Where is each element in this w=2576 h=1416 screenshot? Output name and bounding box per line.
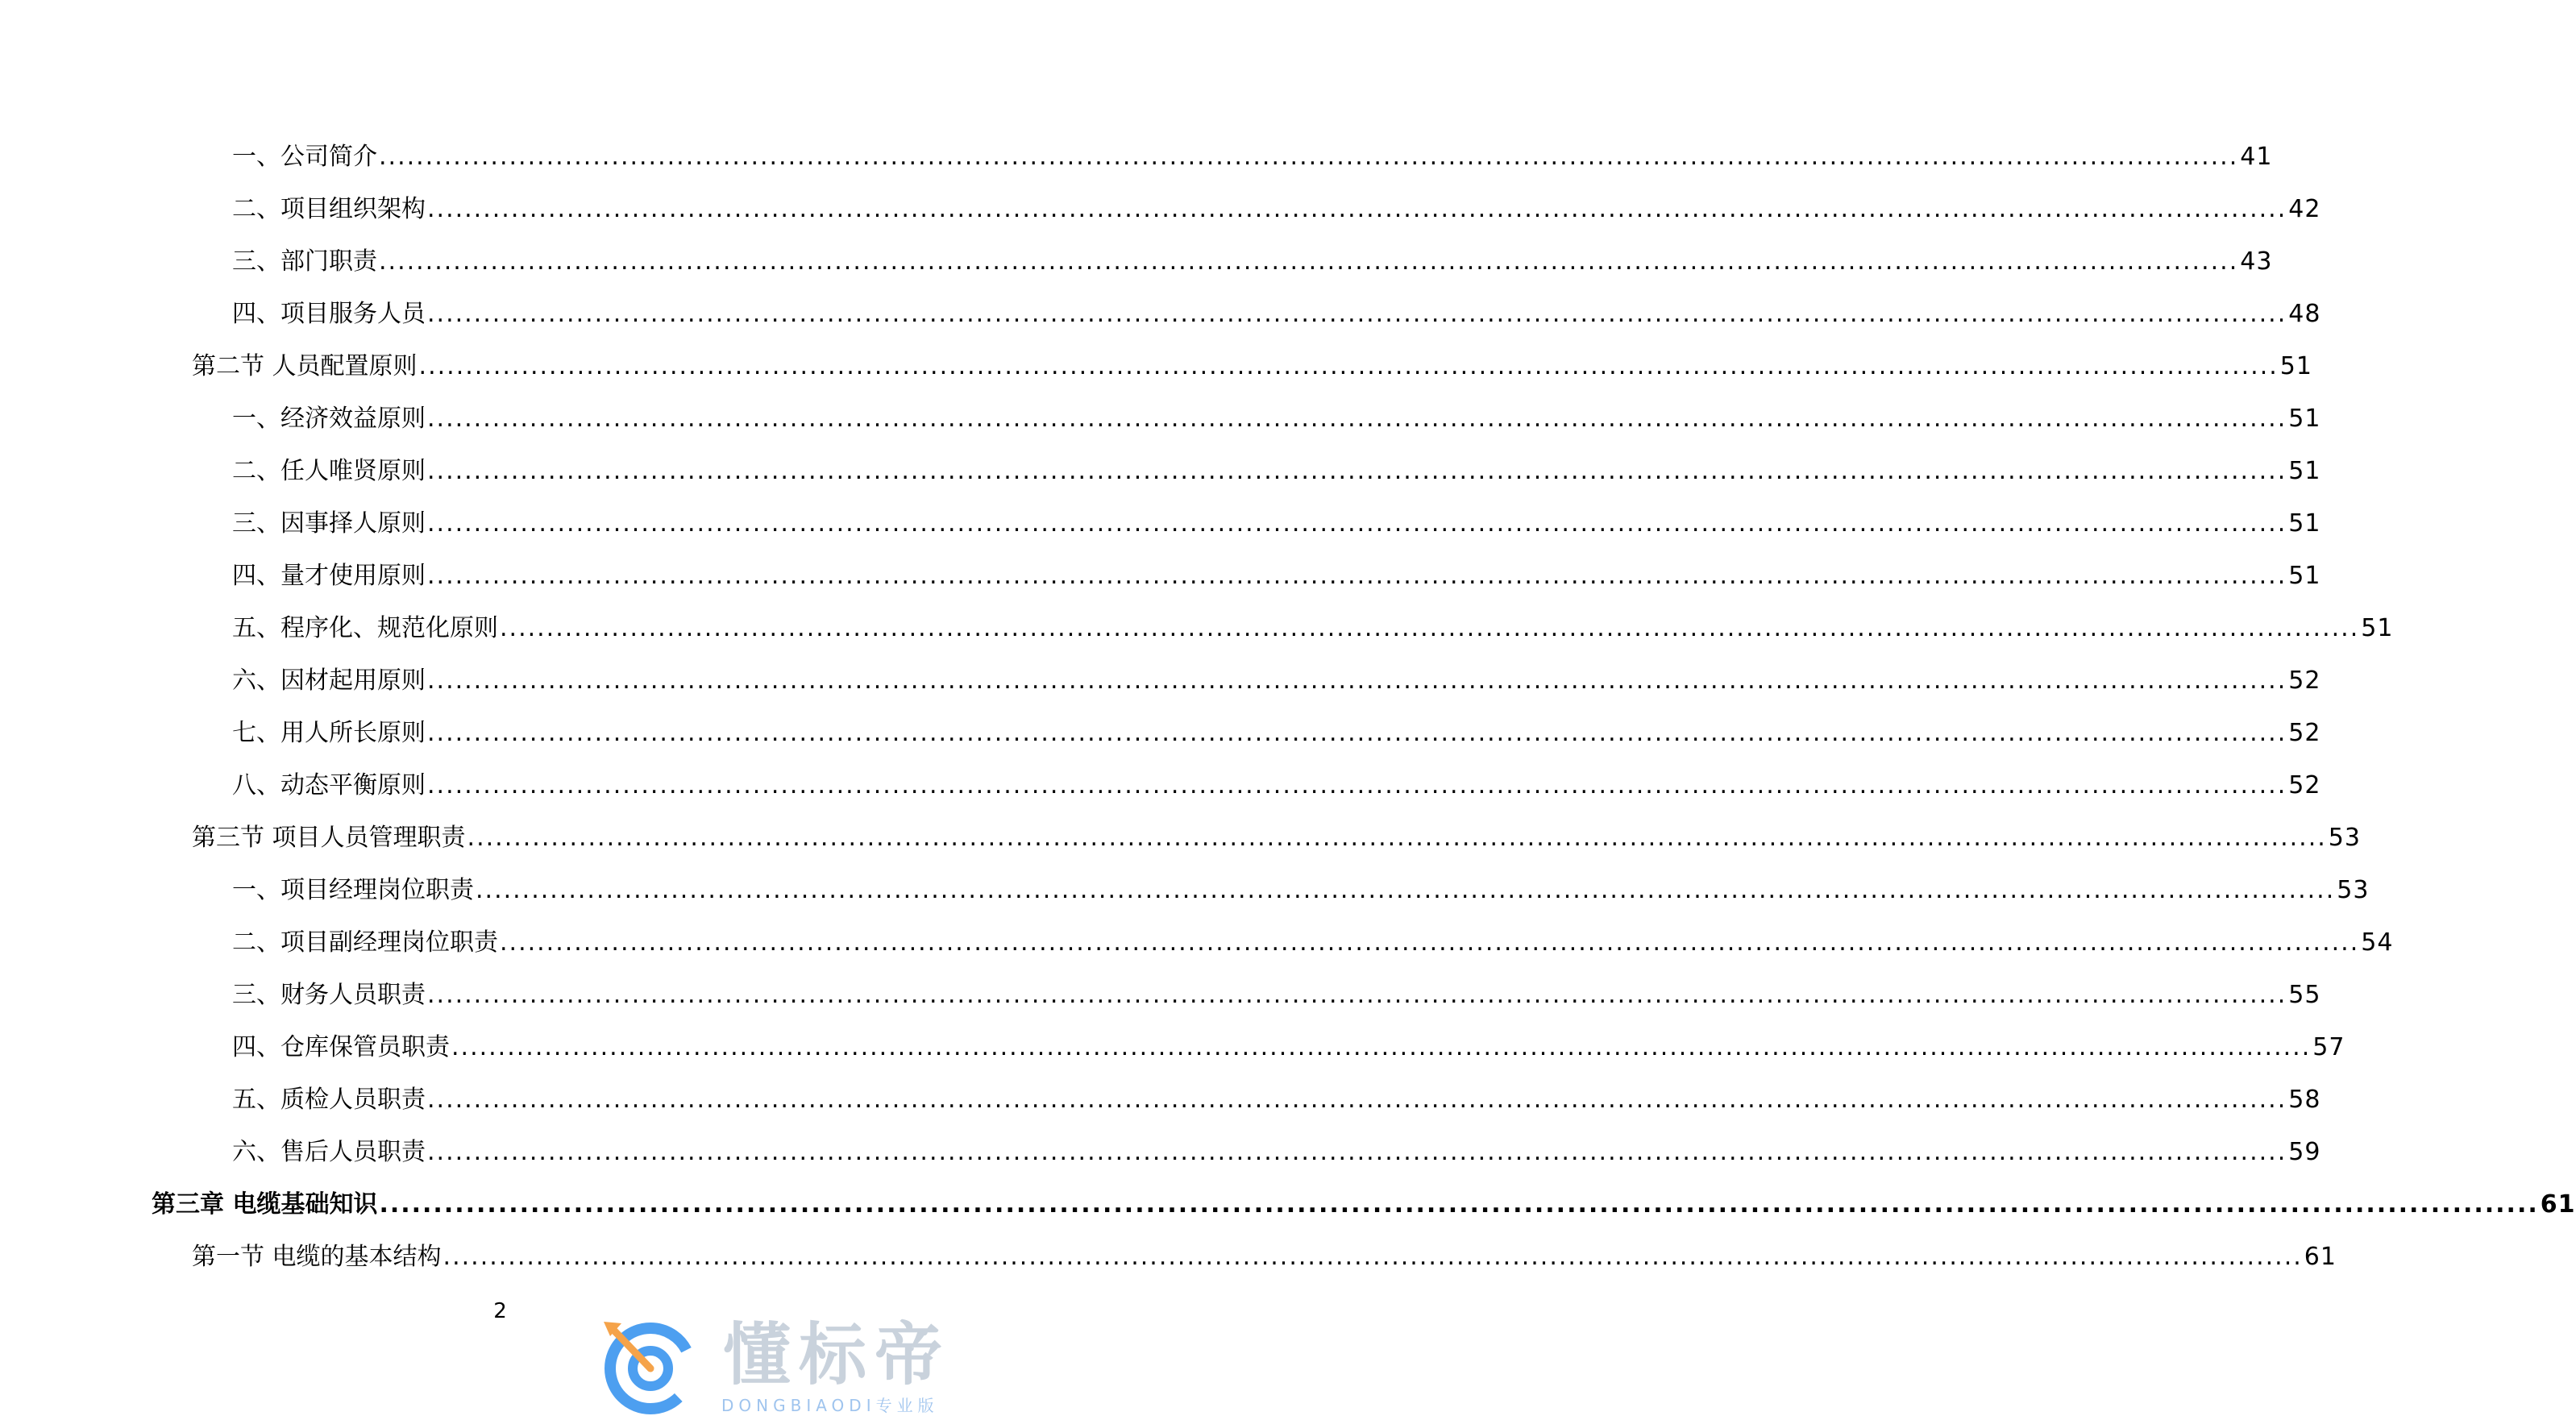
- dot-leader: ........................................................................................................................................................................................................: [427, 980, 2287, 1009]
- toc-entry[interactable]: [0, 288, 2321, 340]
- toc-entry[interactable]: [0, 1021, 2345, 1073]
- toc-entry[interactable]: [0, 392, 2321, 445]
- dot-leader: ........................................................................................................................................................................................................: [379, 142, 2239, 171]
- toc-entry[interactable]: [0, 916, 2394, 969]
- toc-entry-page-number: 48: [2288, 299, 2321, 328]
- dot-leader: ........................................................................................................................................................................................................: [427, 770, 2287, 799]
- target-arrow-icon: [600, 1315, 701, 1414]
- dot-leader: ........................................................................................................................................................................................................: [427, 299, 2287, 328]
- toc-entry-page-number: 53: [2337, 875, 2370, 904]
- toc-entry-page-number: 57: [2312, 1032, 2345, 1061]
- toc-entry-page-number: 61: [2540, 1190, 2576, 1219]
- toc-entry[interactable]: [0, 497, 2321, 550]
- toc-entry-page-number: 51: [2288, 509, 2321, 538]
- toc-entry[interactable]: [0, 812, 2361, 864]
- watermark: [600, 1315, 979, 1415]
- toc-entry[interactable]: [0, 445, 2321, 497]
- toc-entry[interactable]: [0, 550, 2321, 602]
- toc-entry-page-number: 52: [2288, 718, 2321, 747]
- dot-leader: ........................................................................................................................................................................................................: [427, 194, 2287, 223]
- dot-leader: ........................................................................................................................................................................................................: [427, 1085, 2287, 1114]
- toc-entry-page-number: 51: [2288, 404, 2321, 433]
- toc-entry-title: 四、仓库保管员职责: [232, 1032, 450, 1061]
- dot-leader: ........................................................................................................................................................................................................: [379, 247, 2239, 276]
- toc-entry-title: 八、动态平衡原则: [232, 770, 426, 799]
- toc-entry-title: 三、因事择人原则: [232, 509, 426, 538]
- dot-leader: ........................................................................................................................................................................................................: [427, 666, 2287, 695]
- dot-leader: ........................................................................................................................................................................................................: [500, 928, 2360, 957]
- watermark-subtitle: DONGBIAODI专业版: [721, 1396, 939, 1415]
- toc-entry[interactable]: [0, 1178, 2576, 1231]
- toc-entry-title: 七、用人所长原则: [232, 718, 426, 747]
- toc-entry-title: 四、项目服务人员: [232, 299, 426, 328]
- dot-leader: ........................................................................................................................................................................................................: [379, 1190, 2539, 1219]
- toc-entry-title: 一、公司简介: [232, 142, 377, 171]
- toc-entry-page-number: 53: [2328, 823, 2361, 852]
- toc-entry[interactable]: [0, 759, 2321, 812]
- toc-entry-page-number: 51: [2288, 561, 2321, 590]
- toc-entry[interactable]: [0, 602, 2394, 654]
- toc-entry-title: 三、财务人员职责: [232, 980, 426, 1009]
- dot-leader: ........................................................................................................................................................................................................: [427, 718, 2287, 747]
- toc-entry[interactable]: [0, 183, 2321, 235]
- toc-entry-page-number: 51: [2279, 351, 2312, 380]
- toc-entry[interactable]: [0, 707, 2321, 759]
- toc-entry-page-number: 51: [2288, 456, 2321, 485]
- toc-entry[interactable]: [0, 654, 2321, 707]
- toc-entry-page-number: 52: [2288, 770, 2321, 799]
- dot-leader: ........................................................................................................................................................................................................: [476, 875, 2336, 904]
- toc-entry-page-number: 52: [2288, 666, 2321, 695]
- toc-entry-title: 第三章 电缆基础知识: [152, 1190, 378, 1219]
- toc-entry-title: 四、量才使用原则: [232, 561, 426, 590]
- toc-entry[interactable]: [0, 1126, 2321, 1178]
- toc-entry[interactable]: [0, 1073, 2321, 1126]
- toc-entry-page-number: 61: [2304, 1242, 2337, 1271]
- toc-entry-title: 第一节 电缆的基本结构: [192, 1242, 442, 1271]
- dot-leader: ........................................................................................................................................................................................................: [427, 509, 2287, 538]
- toc-entry-page-number: 59: [2288, 1137, 2321, 1166]
- toc-entry-title: 五、程序化、规范化原则: [232, 613, 498, 642]
- toc-entry[interactable]: [0, 969, 2321, 1021]
- toc-entry[interactable]: [0, 864, 2370, 916]
- toc-entry-title: 一、项目经理岗位职责: [232, 875, 474, 904]
- toc-entry-title: 六、售后人员职责: [232, 1137, 426, 1166]
- toc-entry-title: 第二节 人员配置原则: [192, 351, 418, 380]
- toc-entry-title: 三、部门职责: [232, 247, 377, 276]
- toc-entry-page-number: 54: [2361, 928, 2394, 957]
- dot-leader: ........................................................................................................................................................................................................: [442, 1242, 2303, 1271]
- watermark-brand: 懂标帝: [723, 1315, 951, 1394]
- toc-entry[interactable]: [0, 1231, 2337, 1283]
- toc-entry-title: 二、项目组织架构: [232, 194, 426, 223]
- dot-leader: ........................................................................................................................................................................................................: [427, 1137, 2287, 1166]
- dot-leader: ........................................................................................................................................................................................................: [418, 351, 2279, 380]
- toc-entry[interactable]: [0, 340, 2312, 392]
- toc-entry-title: 六、因材起用原则: [232, 666, 426, 695]
- dot-leader: ........................................................................................................................................................................................................: [467, 823, 2327, 852]
- dot-leader: ........................................................................................................................................................................................................: [427, 561, 2287, 590]
- dot-leader: ........................................................................................................................................................................................................: [451, 1032, 2312, 1061]
- dot-leader: ........................................................................................................................................................................................................: [427, 456, 2287, 485]
- table-of-contents: [0, 131, 2576, 1283]
- toc-entry-page-number: 58: [2288, 1085, 2321, 1114]
- toc-entry-page-number: 55: [2288, 980, 2321, 1009]
- toc-entry-page-number: 43: [2240, 247, 2273, 276]
- toc-entry[interactable]: [0, 235, 2273, 288]
- dot-leader: ........................................................................................................................................................................................................: [427, 404, 2287, 433]
- page-number: 2: [493, 1299, 507, 1323]
- toc-entry-page-number: 42: [2288, 194, 2321, 223]
- dot-leader: ........................................................................................................................................................................................................: [500, 613, 2360, 642]
- toc-entry-title: 一、经济效益原则: [232, 404, 426, 433]
- toc-entry-title: 二、任人唯贤原则: [232, 456, 426, 485]
- toc-entry-title: 二、项目副经理岗位职责: [232, 928, 498, 957]
- toc-entry-title: 五、质检人员职责: [232, 1085, 426, 1114]
- toc-entry[interactable]: [0, 131, 2273, 183]
- toc-entry-title: 第三节 项目人员管理职责: [192, 823, 466, 852]
- toc-entry-page-number: 41: [2240, 142, 2273, 171]
- toc-entry-page-number: 51: [2361, 613, 2394, 642]
